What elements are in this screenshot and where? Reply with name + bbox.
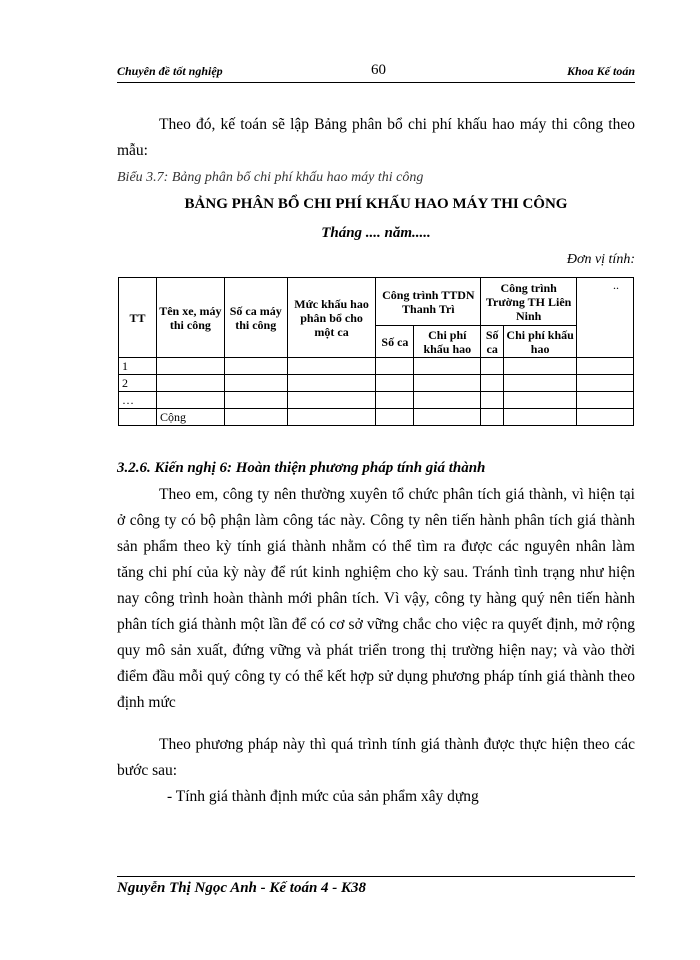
header-rate: Mức khấu hao phân bổ cho một ca: [287, 278, 376, 358]
page-footer: Nguyễn Thị Ngọc Anh - Kế toán 4 - K38: [117, 880, 367, 896]
footer-rule: [117, 876, 635, 877]
header-tt: TT: [119, 278, 157, 358]
row-name: Cộng: [156, 409, 224, 426]
header-project-2: Công trình Trường TH Liên Ninh: [481, 278, 577, 326]
row-name: [156, 392, 224, 409]
body-paragraph: Theo phương pháp này thì quá trình tính giá thành được thực hiện theo các bước sau:: [117, 736, 635, 779]
sub-header-shifts: Số ca: [481, 326, 504, 358]
row-tt: 1: [119, 358, 157, 375]
table-row-total: [119, 409, 634, 426]
figure-caption: Biểu 3.7: Bảng phân bổ chi phí khấu hao máy thi công: [117, 170, 424, 185]
unit-label: Đơn vị tính:: [566, 252, 635, 267]
bullet-item: - Tính giá thành định mức của sản phẩm xây dựng: [167, 788, 479, 805]
header-extra-column: ..: [577, 278, 634, 358]
row-tt: …: [119, 392, 157, 409]
header-faculty-label: Khoa Kế toán: [566, 64, 635, 78]
table-subtitle: Tháng .... năm.....: [321, 225, 431, 241]
table-row: [119, 392, 634, 409]
allocation-table: [118, 277, 634, 426]
sub-header-shifts: Số ca: [376, 326, 414, 358]
header-vehicle: Tên xe, máy thi công: [156, 278, 224, 358]
row-name: [156, 375, 224, 392]
header-rule: [117, 82, 635, 83]
row-name: [156, 358, 224, 375]
body-paragraph: Theo em, công ty nên thường xuyên tổ chức phân tích giá thành, vì hiện tại ở công ty có bộ phận làm công tác này. Công ty nên tiến hành phân tích giá thành sản phẩm theo kỳ tính giá thành nhằm có thể tìm ra được các nguyên nhân làm tăng chi phí của kỳ này để rút kinh nghiệm cho kỳ sau. Tránh tình trạng như hiện nay công trình hoàn thành mới phân tích. Vì vậy, công ty hàng quý nên tiến hành phân tích giá thành một lần để có cơ sở vững chắc cho việc ra quyết định, mở rộng quy mô sản xuất, đứng vững và phát triển trong thị trường hiện nay; và vào thời điểm đầu mỗi quý công ty có thể kết hợp sử dụng phương pháp tính giá thành theo định mức: [117, 486, 635, 711]
intro-paragraph: Theo đó, kế toán sẽ lập Bảng phân bổ chi phí khấu hao máy thi công theo mẫu:: [117, 116, 635, 159]
table-title: BẢNG PHÂN BỔ CHI PHÍ KHẤU HAO MÁY THI CÔNG: [184, 196, 568, 212]
header-shifts: Số ca máy thi công: [224, 278, 287, 358]
sub-header-cost: Chi phí khấu hao: [414, 326, 481, 358]
row-tt: [119, 409, 157, 426]
page-number: 60: [371, 62, 386, 78]
page-header: [117, 62, 635, 82]
header-thesis-label: Chuyên đề tốt nghiệp: [117, 64, 223, 78]
header-project-1: Công trình TTDN Thanh Trì: [376, 278, 481, 326]
table-row: [119, 375, 634, 392]
sub-header-cost: Chi phí khấu hao: [504, 326, 577, 358]
section-heading: 3.2.6. Kiến nghị 6: Hoàn thiện phương pháp tính giá thành: [117, 460, 486, 476]
row-tt: 2: [119, 375, 157, 392]
table-row: [119, 358, 634, 375]
